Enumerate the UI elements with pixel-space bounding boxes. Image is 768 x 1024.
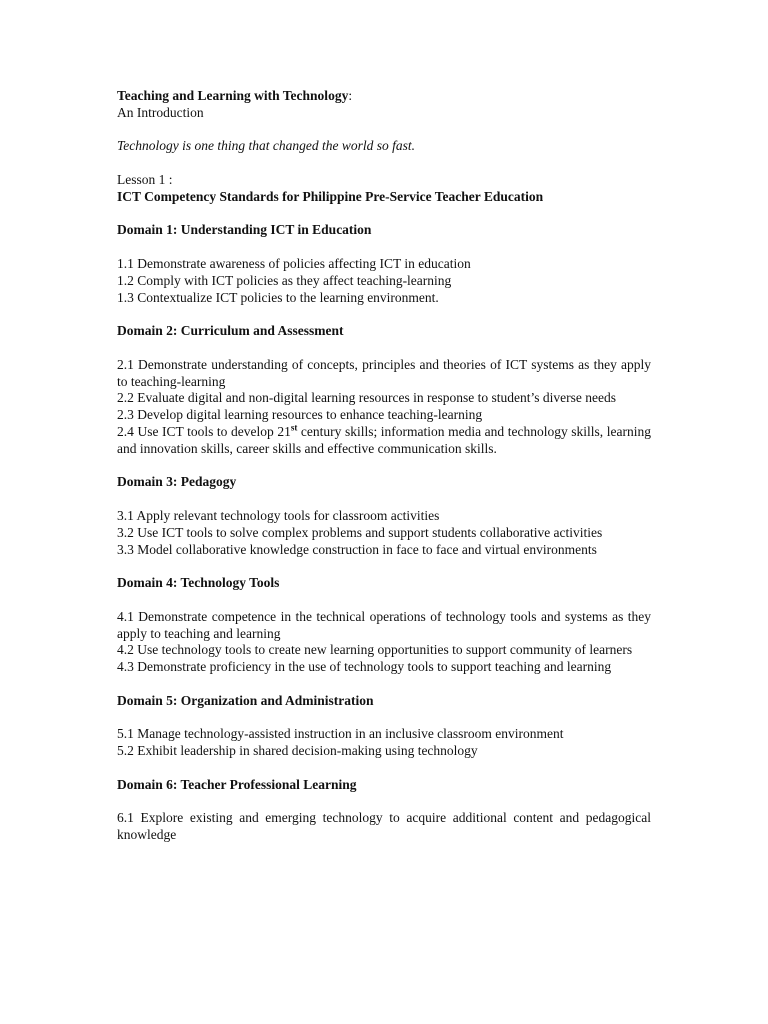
domain-heading: Domain 6: Teacher Professional Learning xyxy=(117,776,357,792)
domain-heading: Domain 3: Pedagogy xyxy=(117,474,237,490)
domain-5 xyxy=(117,693,651,760)
list-item xyxy=(117,424,651,458)
domain-items xyxy=(117,357,651,458)
list-item: 3.2 Use ICT tools to solve complex problems and support students collaborative activities xyxy=(117,524,603,540)
list-item: 4.2 Use technology tools to create new learning opportunities to support community of learners xyxy=(117,642,633,658)
domain-items xyxy=(117,810,651,844)
document-subtitle: An Introduction xyxy=(117,104,204,120)
domain-items xyxy=(117,508,651,558)
list-item: 3.3 Model collaborative knowledge construction in face to face and virtual environments xyxy=(117,541,597,557)
list-item: 2.1 Demonstrate understanding of concepts, principles and theories of ICT systems as they apply to teaching-learning xyxy=(117,356,651,389)
title-main: Teaching and Learning with Technology xyxy=(117,88,349,103)
list-item: 1.2 Comply with ICT policies as they affect teaching-learning xyxy=(117,272,452,288)
domain-items xyxy=(117,726,651,760)
item-text-before: 2.4 Use ICT tools to develop 21 xyxy=(117,423,291,439)
domain-6 xyxy=(117,777,651,844)
item-text-after: century skills; information media and technology skills, learning and innovation skills, career skills and effective communication skills. xyxy=(117,423,651,456)
title-colon: : xyxy=(348,88,353,103)
list-item: 2.3 Develop digital learning resources to enhance teaching-learning xyxy=(117,407,483,423)
list-item: 4.1 Demonstrate competence in the technical operations of technology tools and systems as they apply to teaching and learning xyxy=(117,608,651,641)
list-item: 1.1 Demonstrate awareness of policies affecting ICT in education xyxy=(117,255,471,271)
domain-heading: Domain 4: Technology Tools xyxy=(117,575,280,591)
list-item: 3.1 Apply relevant technology tools for classroom activities xyxy=(117,507,440,523)
list-item: 1.3 Contextualize ICT policies to the learning environment. xyxy=(117,289,439,305)
document-body xyxy=(117,88,651,844)
domain-heading: Domain 5: Organization and Administration xyxy=(117,692,374,708)
lesson-label: Lesson 1 : xyxy=(117,171,173,187)
domain-1 xyxy=(117,222,651,306)
domain-4 xyxy=(117,575,651,676)
superscript-st: st xyxy=(290,422,298,433)
domain-3 xyxy=(117,474,651,558)
list-item: 6.1 Explore existing and emerging technology to acquire additional content and pedagogical knowledge xyxy=(117,810,651,843)
domain-items xyxy=(117,256,651,306)
domain-heading: Domain 2: Curriculum and Assessment xyxy=(117,323,344,339)
document-title xyxy=(117,88,651,105)
domain-heading: Domain 1: Understanding ICT in Education xyxy=(117,222,372,238)
list-item: 5.1 Manage technology-assisted instruction in an inclusive classroom environment xyxy=(117,726,564,742)
list-item: 5.2 Exhibit leadership in shared decision-making using technology xyxy=(117,743,478,759)
domain-items xyxy=(117,609,651,676)
tagline: Technology is one thing that changed the world so fast. xyxy=(117,138,415,154)
lesson-heading: ICT Competency Standards for Philippine Pre-Service Teacher Education xyxy=(117,188,544,204)
domain-2 xyxy=(117,323,651,457)
list-item: 4.3 Demonstrate proficiency in the use of technology tools to support teaching and learning xyxy=(117,659,612,675)
list-item: 2.2 Evaluate digital and non-digital learning resources in response to student’s diverse needs xyxy=(117,390,616,406)
